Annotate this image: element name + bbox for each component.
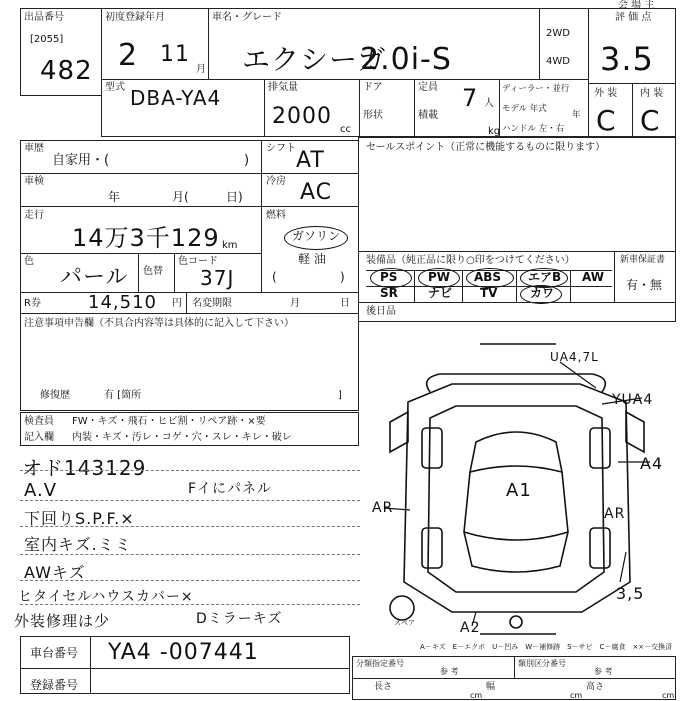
name-change-label: 名変期限 — [192, 298, 232, 309]
post-fit-label: 後日品 — [366, 306, 396, 317]
engine-value: 2000 — [272, 104, 332, 129]
model-year-unit: 年 — [572, 110, 581, 120]
repair-label: 修復歴 — [40, 390, 70, 401]
drive-box — [539, 8, 589, 80]
warranty-label: 新車保証書 — [620, 255, 666, 265]
class-label: 分類指定番号 — [356, 659, 404, 668]
mileage-label: 走行 — [24, 210, 44, 221]
interior-grade: C — [640, 104, 661, 137]
warranty-value: 有・無 — [626, 278, 663, 292]
reg-unit: 月 — [196, 64, 206, 75]
inspection-year: 年 — [108, 190, 121, 204]
chassis-value: YA4 -007441 — [108, 640, 259, 665]
mileage-value: 14万3千129 — [72, 224, 220, 252]
reg-label: 初度登録年月 — [105, 12, 165, 23]
ref-1: 参 考 — [440, 667, 459, 676]
note-cover: ヒタイセルハウスカバー× — [18, 589, 194, 605]
spare-label: スペア — [394, 619, 415, 627]
aircon-value: AC — [300, 180, 333, 205]
inspector-entry-label: 記入欄 — [24, 432, 54, 443]
inspection-label: 車検 — [24, 176, 44, 187]
fuel-label: 燃料 — [266, 210, 286, 221]
chassis-label: 車台番号 — [30, 646, 79, 660]
diagram-label-rear: UA4,7L — [550, 350, 599, 364]
color-code-label: 色コード — [178, 256, 218, 267]
equip-leather: カワ — [530, 286, 555, 300]
selling-label: セールスポイント（正常に機能するものに限ります） — [366, 142, 606, 153]
score-value: 3.5 — [600, 40, 654, 78]
height-label: 高さ — [586, 682, 605, 692]
ref-2: 参 考 — [594, 667, 613, 676]
length-unit: cm — [470, 691, 483, 700]
equip-navi: ナビ — [428, 286, 453, 300]
type-label: 類別区分番号 — [518, 659, 566, 668]
note-exterior: 外装修理は少 — [14, 612, 111, 630]
history-value: 自家用・( — [52, 153, 110, 168]
equip-sr: SR — [380, 286, 398, 300]
equip-abs: ABS — [474, 270, 502, 284]
history-label: 車歴 — [24, 143, 44, 154]
shift-value: AT — [296, 148, 325, 173]
dealer-label: ディーラー・並行 — [502, 84, 570, 94]
car-name: エクシーガ — [242, 43, 387, 76]
post-fit-box — [358, 302, 676, 322]
model-label: 型式 — [105, 82, 125, 93]
diagram-label-ar-left: AR — [372, 500, 394, 516]
name-change-day: 日 — [340, 298, 350, 309]
shift-label: シフト — [266, 143, 296, 154]
load-unit: kg — [488, 126, 501, 137]
note-aw: AWキズ — [24, 563, 86, 582]
reg-number-label: 登録番号 — [30, 678, 79, 692]
diagram-label-a4: A4 — [640, 454, 664, 473]
load-label: 積載 — [418, 110, 438, 121]
color-label: 色 — [24, 256, 34, 267]
door-label: ドア — [363, 82, 383, 93]
diagram-label-yua4: YUA4 — [612, 392, 654, 408]
abs-circle — [466, 268, 514, 288]
color-code-value: 37J — [200, 266, 235, 290]
color-value: パール — [60, 265, 129, 290]
drive-4wd: 4WD — [546, 56, 570, 67]
repair-close: ] — [338, 390, 342, 401]
history-close: ) — [244, 153, 250, 168]
fuel-paren-open: ( — [272, 270, 277, 284]
drive-2wd: 2WD — [546, 28, 570, 39]
equip-ps: PS — [380, 270, 398, 284]
mileage-unit: km — [222, 240, 238, 251]
inspection-day: 日) — [226, 190, 243, 204]
legend: A－キズ E－エクボ U－凹み W－補修跡 S－サビ C－腐食 ××－交換済 — [420, 643, 673, 651]
height-unit: cm — [662, 691, 675, 700]
note-interior: 室内キズ.ミミ — [24, 535, 132, 554]
reg-month: 11 — [160, 42, 190, 67]
inspector-check-label: 検査員 — [24, 416, 54, 427]
score-label: 評 価 点 — [615, 12, 652, 23]
repair-value: 有 [箇所 — [104, 390, 142, 401]
fuel-paren-close: ) — [340, 270, 345, 284]
notes-label: 注意事項申告欄（不具合内容等は具体的に記入して下さい） — [24, 318, 294, 329]
ps-circle — [370, 268, 412, 288]
name-change-month: 月 — [290, 298, 300, 309]
capacity-label: 定員 — [418, 82, 438, 93]
recycle-label: R券 — [24, 298, 41, 309]
fuel-gas: ガソリン — [292, 229, 341, 243]
engine-unit: cc — [340, 124, 351, 135]
lot-sub: [2055] — [30, 34, 64, 45]
interior-label: 内 装 — [640, 88, 664, 99]
name-label: 車名・グレード — [212, 12, 282, 23]
diagram-label-35: 3,5 — [616, 584, 645, 603]
equip-pw: PW — [428, 270, 451, 284]
length-label: 長さ — [374, 682, 393, 692]
top-right-fragment: 会 場 主 — [618, 0, 655, 11]
width-unit: cm — [570, 691, 583, 700]
capacity-value: 7 — [462, 84, 479, 112]
equipment-label: 装備品（純正品に限り○印をつけてください） — [366, 255, 575, 266]
shape-label: 形状 — [363, 110, 383, 121]
capacity-unit: 人 — [484, 98, 494, 109]
note-mirror: Dミラーキズ — [196, 611, 283, 627]
width-label: 幅 — [486, 682, 496, 692]
note-av: A.V — [24, 480, 58, 501]
pw-circle — [418, 268, 460, 288]
reg-year: 2 — [118, 38, 139, 73]
inspector-entry-row: 内装・キズ・汚レ・コゲ・穴・スレ・キレ・破レ — [72, 432, 292, 443]
selling-box — [358, 137, 676, 252]
recycle-unit: 円 — [172, 298, 182, 309]
exterior-label: 外 装 — [594, 88, 618, 99]
aircon-label: 冷房 — [266, 176, 286, 187]
model-year-label: モデル 年式 — [502, 104, 547, 114]
diagram-label-a2: A2 — [460, 620, 481, 636]
diagram-label-a1: A1 — [506, 480, 532, 501]
equip-aw: AW — [582, 270, 604, 284]
color-change-label: 色替 — [143, 266, 163, 277]
lot-label: 出品番号 — [24, 12, 64, 23]
equip-airbag: エアB — [528, 270, 562, 284]
grade: 2.0i-S — [360, 42, 452, 77]
note-underbody: 下回りS.P.F.× — [24, 509, 135, 528]
diagram-label-ar-right: AR — [604, 506, 626, 522]
inspector-check-row: FW・キズ・飛石・ヒビ割・リペア跡・×要 — [72, 416, 266, 427]
recycle-value: 14,510 — [88, 292, 157, 313]
equip-tv: TV — [480, 286, 498, 300]
model-code: DBA-YA4 — [130, 86, 222, 110]
recycle-box — [20, 292, 359, 314]
exterior-grade: C — [596, 104, 617, 137]
side-note: Fイにパネル — [188, 481, 273, 497]
inspection-month: 月( — [172, 190, 189, 204]
lot-number: 482 — [40, 56, 93, 86]
engine-label: 排気量 — [268, 82, 298, 93]
note-odometer: オド143129 — [22, 456, 147, 480]
fuel-diesel: 軽 油 — [298, 252, 326, 266]
handle-label: ハンドル 左・右 — [502, 124, 565, 134]
